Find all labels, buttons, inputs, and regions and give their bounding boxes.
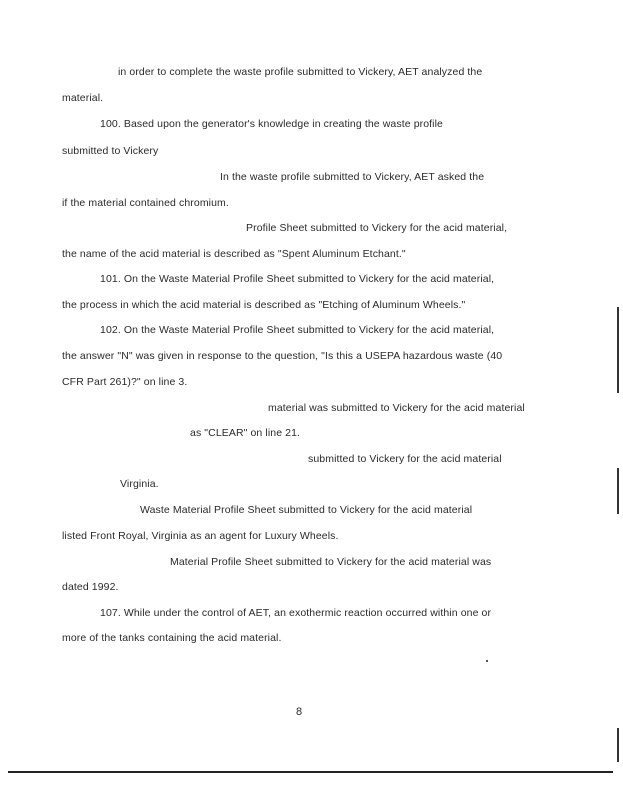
text-line: material was submitted to Vickery for the acid material [268, 402, 525, 414]
text-line: CFR Part 261)?" on line 3. [62, 376, 188, 388]
text-line: 101. On the Waste Material Profile Sheet submitted to Vickery for the acid material, [100, 273, 495, 285]
text-line: material. [62, 92, 104, 104]
text-line: 102. On the Waste Material Profile Sheet submitted to Vickery for the acid material, [100, 324, 495, 336]
text-line: 107. While under the control of AET, an exothermic reaction occurred within one or [100, 607, 492, 619]
text-line: the name of the acid material is described as "Spent Aluminum Etchant." [62, 248, 406, 260]
scan-edge-mark [617, 307, 619, 393]
text-line: as "CLEAR" on line 21. [190, 427, 301, 439]
text-line: the process in which the acid material is described as "Etching of Aluminum Wheels." [62, 299, 466, 311]
text-line: listed Front Royal, Virginia as an agent for Luxury Wheels. [62, 530, 339, 542]
scan-edge-mark [617, 728, 619, 762]
text-line: in order to complete the waste profile submitted to Vickery, AET analyzed the [118, 66, 483, 78]
text-line: In the waste profile submitted to Vickery, AET asked the [220, 171, 485, 183]
text-line: dated 1992. [62, 581, 119, 593]
page-number: 8 [296, 706, 303, 718]
scan-edge-mark [617, 468, 619, 514]
text-line: more of the tanks containing the acid material. [62, 632, 282, 644]
text-line: submitted to Vickery [62, 145, 159, 157]
text-line: submitted to Vickery for the acid material [308, 453, 502, 465]
text-line: Profile Sheet submitted to Vickery for the acid material, [246, 222, 508, 234]
bottom-rule [8, 771, 613, 773]
text-line: if the material contained chromium. [62, 197, 229, 209]
scan-speck [486, 660, 488, 662]
text-line: Material Profile Sheet submitted to Vickery for the acid material was [170, 556, 492, 568]
text-line: the answer "N" was given in response to the question, "Is this a USEPA hazardous waste (40 [62, 350, 503, 362]
text-line: Virginia. [120, 478, 159, 490]
text-line: 100. Based upon the generator's knowledge in creating the waste profile [100, 118, 443, 130]
text-line: Waste Material Profile Sheet submitted to Vickery for the acid material [140, 504, 473, 516]
